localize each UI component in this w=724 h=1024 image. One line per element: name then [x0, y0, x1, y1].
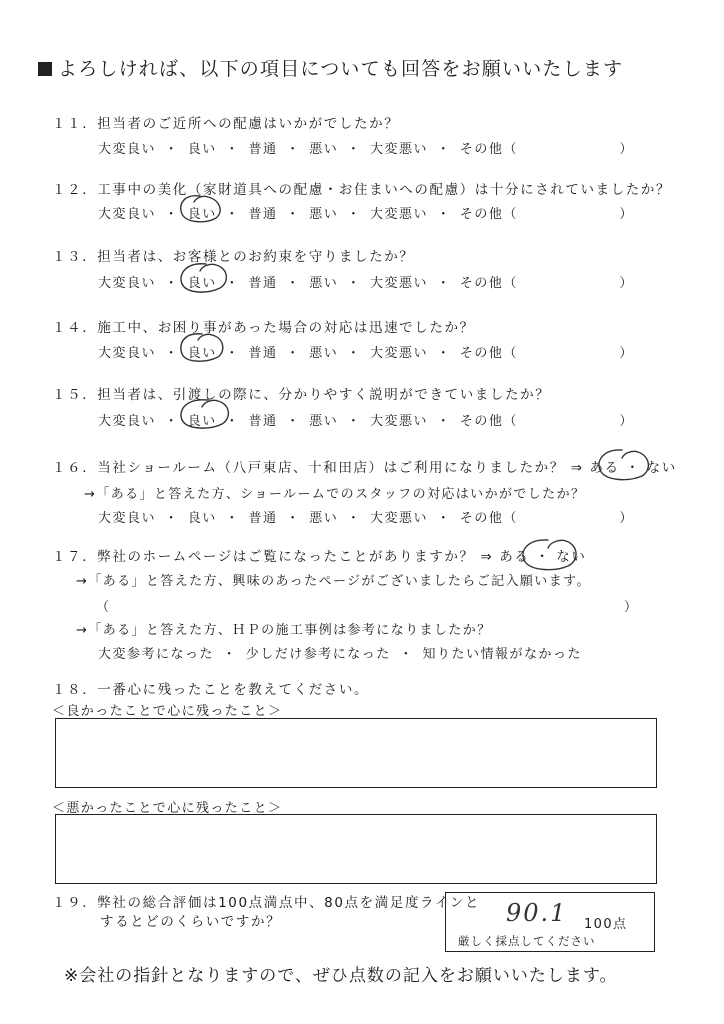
q17-options[interactable]: 大変参考になった ・ 少しだけ参考になった ・ 知りたい情報がなかった	[98, 647, 583, 662]
q19-question-line1: １９．弊社の総合評価は100点満点中、80点を満足度ラインと	[52, 895, 481, 911]
q15-question: １５．担当者は、引渡しの際に、分かりやすく説明ができていましたか？	[52, 387, 551, 403]
square-bullet-icon	[38, 62, 52, 76]
q13-options[interactable]: 大変良い ・ 良い ・ 普通 ・ 悪い ・ 大変悪い ・ その他（ ）	[98, 276, 634, 291]
q18-good-answer-box[interactable]	[55, 718, 657, 788]
q11-options[interactable]: 大変良い ・ 良い ・ 普通 ・ 悪い ・ 大変悪い ・ その他（ ）	[98, 142, 634, 157]
q15-options[interactable]: 大変良い ・ 良い ・ 普通 ・ 悪い ・ 大変悪い ・ その他（ ）	[98, 414, 634, 429]
q19-score-unit: 100点	[584, 917, 628, 932]
q14-question: １４．施工中、お困り事があった場合の対応は迅速でしたか？	[52, 320, 475, 336]
q12-question: １２．工事中の美化（家財道具への配慮・お住まいへの配慮）は十分にされていましたか？	[52, 182, 672, 198]
q11-question: １１．担当者のご近所への配慮はいかがでしたか？	[52, 116, 400, 132]
q13-question: １３．担当者は、お客様とのお約束を守りましたか？	[52, 249, 415, 265]
q16-options[interactable]: 大変良い ・ 良い ・ 普通 ・ 悪い ・ 大変悪い ・ その他（ ）	[98, 511, 634, 526]
q14-options[interactable]: 大変良い ・ 良い ・ 普通 ・ 悪い ・ 大変悪い ・ その他（ ）	[98, 346, 634, 361]
q19-question-line2: するとどのくらいですか？	[100, 914, 282, 930]
header-text: よろしければ、以下の項目についても回答をお願いいたします	[58, 58, 624, 80]
q19-handwritten-score: 90.1	[506, 899, 568, 927]
q17-paren-open: （	[96, 600, 111, 615]
q12-options[interactable]: 大変良い ・ 良い ・ 普通 ・ 悪い ・ 大変悪い ・ その他（ ）	[98, 207, 634, 222]
q18-bad-answer-box[interactable]	[55, 814, 657, 884]
q19-score-note: 厳しく採点してください	[458, 934, 596, 948]
q18-good-label: ＜良かったことで心に残ったこと＞	[52, 704, 283, 719]
q16-question: １６．当社ショールーム（八戸東店、十和田店）はご利用になりましたか？ ⇒ ある ・ ない	[52, 460, 677, 476]
q17-paren-close: ）	[624, 600, 639, 615]
q18-bad-label: ＜悪かったことで心に残ったこと＞	[52, 801, 283, 816]
q17-followup-2: →「ある」と答えた方、ＨＰの施工事例は参考になりましたか？	[76, 623, 492, 638]
q16-followup: →「ある」と答えた方、ショールームでのスタッフの対応はいかがでしたか？	[84, 487, 586, 502]
q18-question: １８．一番心に残ったことを教えてください。	[52, 682, 370, 698]
q19-score-box[interactable]	[445, 892, 655, 952]
footer-note: ※会社の指針となりますので、ぜひ点数の記入をお願いいたします。	[64, 966, 618, 986]
q17-question: １７．弊社のホームページはご覧になったことがありますか？ ⇒ ある ・ ない	[52, 549, 587, 565]
q17-followup-1: →「ある」と答えた方、興味のあったページがございましたらご記入願います。	[76, 574, 591, 589]
survey-header	[38, 54, 623, 81]
